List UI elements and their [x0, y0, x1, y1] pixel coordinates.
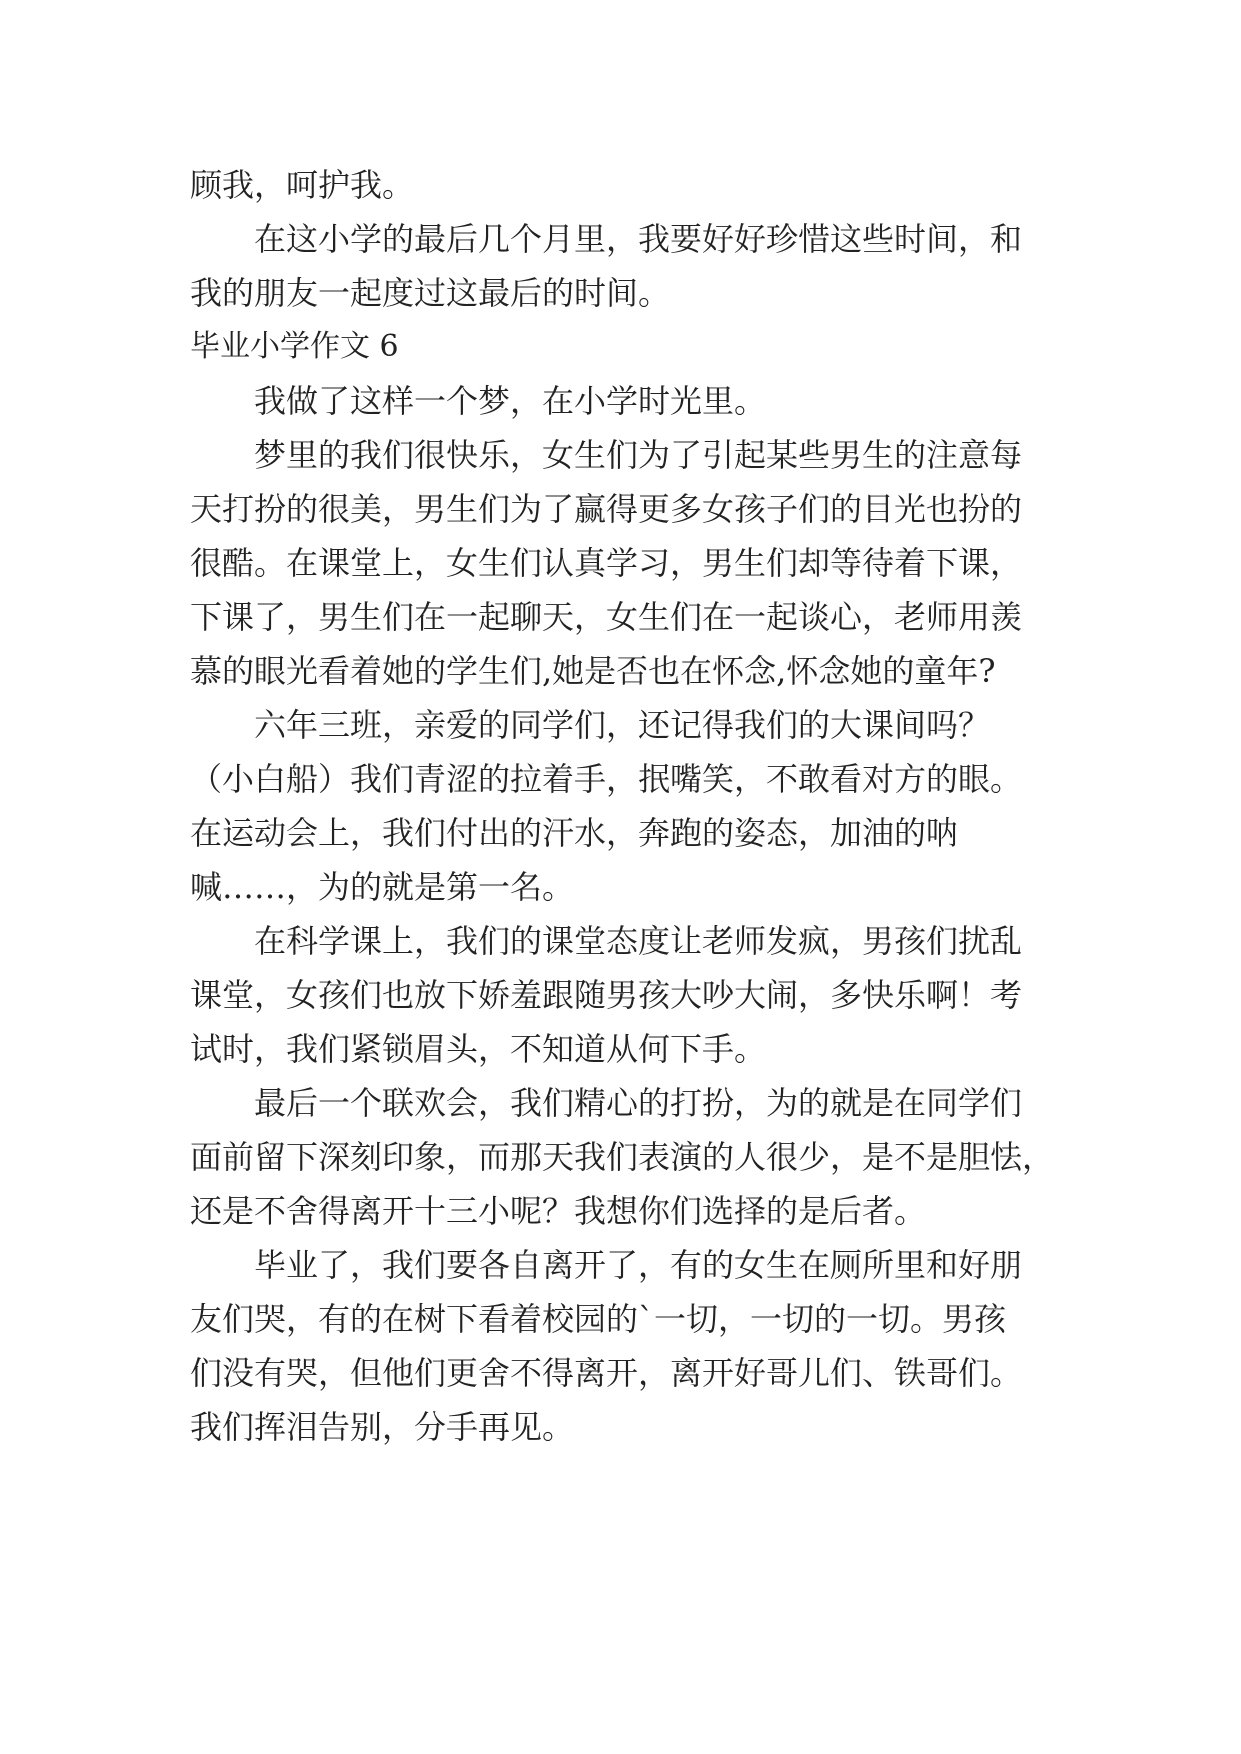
- paragraph-start-line: 在这小学的最后几个月里，我要好好珍惜这些时间，和: [254, 220, 1023, 258]
- text-line: 友们哭，有的在树下看着校园的`一切，一切的一切。男孩: [190, 1300, 1007, 1338]
- text-line: 我的朋友一起度过这最后的时间。: [190, 274, 671, 312]
- paragraph-start-line: 六年三班，亲爱的同学们，还记得我们的大课间吗？: [254, 706, 991, 744]
- text-line: 喊……，为的就是第一名。: [190, 868, 575, 906]
- text-line: 们没有哭，但他们更舍不得离开，离开好哥儿们、铁哥们。: [190, 1354, 1023, 1392]
- text-line: 天打扮的很美，男生们为了赢得更多女孩子们的目光也扮的: [190, 490, 1023, 528]
- text-line: 试时，我们紧锁眉头，不知道从何下手。: [190, 1030, 767, 1068]
- text-line: 顾我，呵护我。: [190, 166, 415, 204]
- text-line: 面前留下深刻印象，而那天我们表演的人很少，是不是胆怯，: [190, 1138, 1055, 1176]
- paragraph-start-line: 毕业了，我们要各自离开了，有的女生在厕所里和好朋: [254, 1246, 1023, 1284]
- paragraph-start-line: 我做了这样一个梦，在小学时光里。: [254, 382, 767, 420]
- paragraph-start-line: 最后一个联欢会，我们精心的打扮，为的就是在同学们: [254, 1084, 1023, 1122]
- section-heading: 毕业小学作文 6: [190, 329, 399, 364]
- text-line: （小白船）我们青涩的拉着手，抿嘴笑，不敢看对方的眼。: [190, 760, 1023, 798]
- text-line: 我们挥泪告别，分手再见。: [190, 1408, 575, 1446]
- text-line: 下课了，男生们在一起聊天，女生们在一起谈心，老师用羡: [190, 598, 1023, 636]
- text-line: 还是不舍得离开十三小呢？我想你们选择的是后者。: [190, 1192, 927, 1230]
- paragraph-start-line: 梦里的我们很快乐，女生们为了引起某些男生的注意每: [254, 436, 1023, 474]
- text-line: 很酷。在课堂上，女生们认真学习，男生们却等待着下课，: [190, 544, 1023, 582]
- document-body: [190, 158, 1060, 1454]
- text-line: 课堂，女孩们也放下娇羞跟随男孩大吵大闹，多快乐啊！考: [190, 976, 1023, 1014]
- text-line: 慕的眼光看着她的学生们,她是否也在怀念,怀念她的童年?: [190, 652, 996, 690]
- paragraph-start-line: 在科学课上，我们的课堂态度让老师发疯，男孩们扰乱: [254, 922, 1023, 960]
- text-line: 在运动会上，我们付出的汗水，奔跑的姿态，加油的呐: [190, 814, 959, 852]
